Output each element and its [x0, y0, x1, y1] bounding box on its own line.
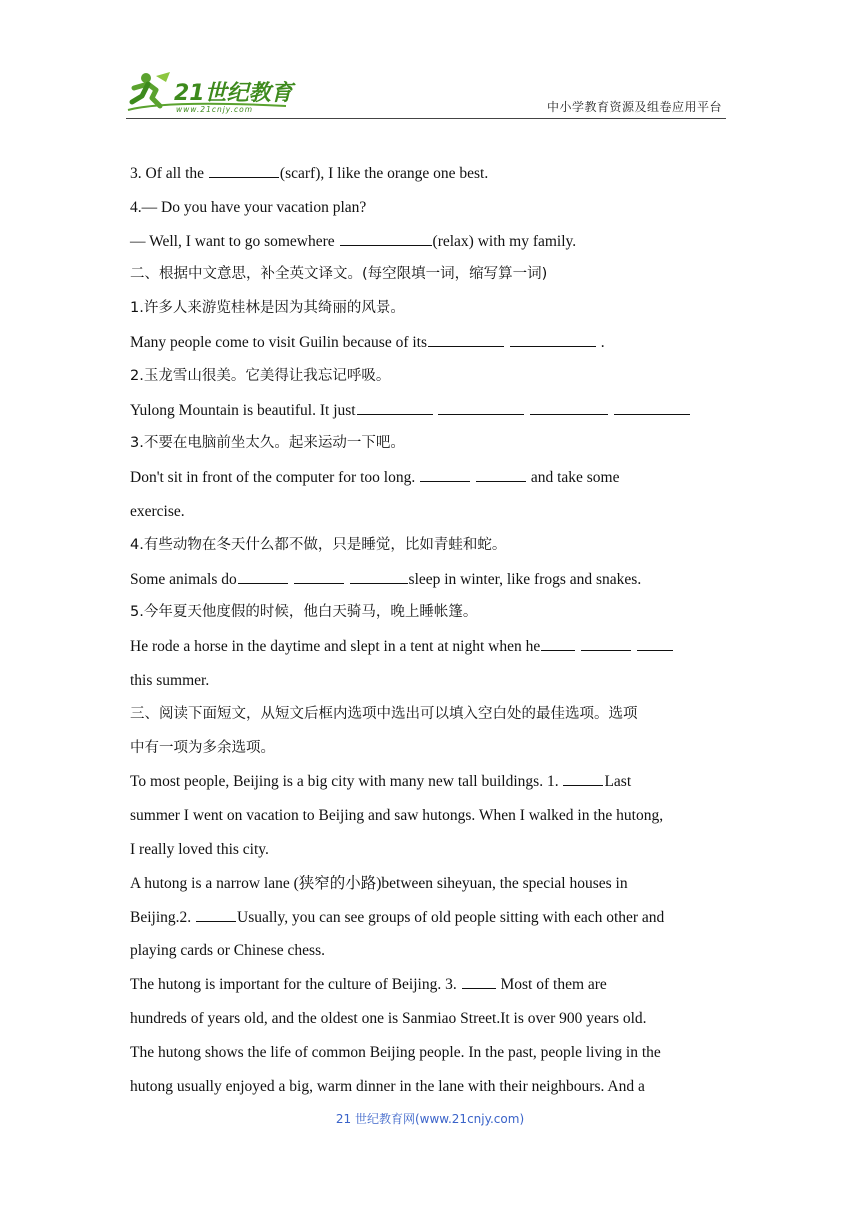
text-line	[130, 698, 732, 732]
answer-blank[interactable]	[637, 633, 673, 651]
answer-blank[interactable]	[357, 397, 433, 415]
line-text: Many people come to visit Guilin because of its	[130, 333, 428, 351]
site-logo	[126, 66, 296, 116]
answer-blank[interactable]	[209, 160, 279, 178]
line-text: summer I went on vacation to Beijing and saw hutongs. When I walked in the hutong,	[130, 807, 664, 825]
answer-blank[interactable]	[541, 633, 575, 651]
line-text: this summer.	[130, 671, 210, 689]
answer-blank[interactable]	[462, 971, 496, 989]
text-line	[130, 292, 732, 326]
line-text: A hutong is a narrow lane (狭窄的小路)between siheyuan, the special houses in	[130, 874, 628, 892]
line-text: hundreds of years old, and the oldest one is Sanmiao Street.It is over 900 years old.	[130, 1009, 647, 1027]
document-body	[130, 157, 732, 1103]
line-text: Don't sit in front of the computer for too long.	[130, 469, 420, 487]
line-text: (relax) with my family.	[432, 232, 577, 250]
line-text: 二、根据中文意思，补全英文译文。(每空限填一词，缩写算一词)	[130, 266, 548, 283]
text-line	[130, 1036, 732, 1070]
line-text: Last	[604, 773, 632, 791]
answer-blank[interactable]	[530, 397, 608, 415]
text-line	[130, 427, 732, 461]
text-line	[130, 495, 732, 529]
text-line	[130, 461, 732, 495]
text-line	[130, 799, 732, 833]
line-text	[345, 571, 349, 588]
text-line	[130, 157, 732, 191]
line-text: Some animals do	[130, 570, 237, 588]
text-line	[130, 630, 732, 664]
text-line	[130, 360, 732, 394]
text-line	[130, 664, 732, 698]
answer-blank[interactable]	[438, 397, 524, 415]
text-line	[130, 191, 732, 225]
line-text: sleep in winter, like frogs and snakes.	[408, 570, 642, 588]
line-text: — Well, I want to go somewhere	[130, 232, 339, 250]
answer-blank[interactable]	[340, 228, 432, 246]
line-text: (scarf), I like the orange one best.	[279, 165, 489, 182]
line-text: 3. Of all the	[130, 165, 208, 182]
line-text: .	[596, 333, 605, 351]
line-text	[471, 469, 475, 486]
logo-text: 21世纪教育	[174, 81, 293, 106]
text-line	[130, 529, 732, 563]
line-text: I really loved this city.	[130, 840, 269, 858]
text-line	[130, 968, 732, 1002]
text-line	[130, 258, 732, 292]
page-footer: 21 世纪教育网(www.21cnjy.com)	[335, 1112, 525, 1126]
line-text	[525, 402, 529, 419]
line-text: To most people, Beijing is a big city with many new tall buildings. 1.	[130, 773, 563, 791]
line-text: 三、阅读下面短文，从短文后框内选项中选出可以填入空白处的最佳选项。选项	[130, 705, 638, 722]
line-text	[609, 402, 613, 419]
line-text	[434, 402, 438, 419]
line-text: and take some	[526, 469, 620, 487]
line-text: 5.今年夏天他度假的时候，他白天骑马，晚上睡帐篷。	[130, 604, 478, 621]
line-text: Yulong Mountain is beautiful. It just	[130, 401, 356, 419]
text-line	[130, 934, 732, 968]
answer-blank[interactable]	[420, 464, 470, 482]
text-line	[130, 596, 732, 630]
text-line	[130, 765, 732, 799]
line-text	[576, 638, 580, 655]
line-text: Usually, you can see groups of old people sitting with each other and	[237, 908, 665, 926]
line-text: 4.— Do you have your vacation plan?	[130, 198, 367, 216]
text-line	[130, 1070, 732, 1104]
line-text: He rode a horse in the daytime and slept in a tent at night when he	[130, 638, 541, 656]
line-text: playing cards or Chinese chess.	[130, 942, 325, 960]
answer-blank[interactable]	[350, 566, 408, 584]
page-header	[126, 66, 726, 119]
line-text	[632, 638, 636, 655]
line-text: Most of them are	[496, 976, 607, 994]
line-text: 中有一项为多余选项。	[130, 739, 275, 756]
answer-blank[interactable]	[428, 329, 504, 347]
text-line	[130, 1002, 732, 1036]
answer-blank[interactable]	[196, 904, 236, 922]
logo-url: www.21cnjy.com	[176, 105, 254, 114]
text-line	[130, 732, 732, 766]
line-text: Beijing.2.	[130, 908, 196, 926]
line-text: 3.不要在电脑前坐太久。起来运动一下吧。	[130, 435, 405, 452]
answer-blank[interactable]	[614, 397, 690, 415]
answer-blank[interactable]	[563, 768, 603, 786]
text-line	[130, 394, 732, 428]
line-text: The hutong is important for the culture of Beijing. 3.	[130, 976, 461, 994]
line-text	[289, 571, 293, 588]
line-text: exercise.	[130, 502, 185, 520]
line-text: 1.许多人来游览桂林是因为其绮丽的风景。	[130, 300, 405, 317]
text-line	[130, 563, 732, 597]
line-text: hutong usually enjoyed a big, warm dinner in the lane with their neighbours. And a	[130, 1077, 645, 1095]
answer-blank[interactable]	[238, 566, 288, 584]
line-text	[505, 334, 509, 351]
header-platform-title: 中小学教育资源及组卷应用平台	[546, 100, 722, 114]
text-line	[130, 867, 732, 901]
line-text: 4.有些动物在冬天什么都不做，只是睡觉，比如青蛙和蛇。	[130, 536, 507, 553]
text-line	[130, 901, 732, 935]
answer-blank[interactable]	[510, 329, 596, 347]
answer-blank[interactable]	[476, 464, 526, 482]
answer-blank[interactable]	[581, 633, 631, 651]
line-text: The hutong shows the life of common Beijing people. In the past, people living in the	[130, 1043, 661, 1061]
text-line	[130, 326, 732, 360]
text-line	[130, 225, 732, 259]
line-text: 2.玉龙雪山很美。它美得让我忘记呼吸。	[130, 367, 391, 384]
answer-blank[interactable]	[294, 566, 344, 584]
text-line	[130, 833, 732, 867]
